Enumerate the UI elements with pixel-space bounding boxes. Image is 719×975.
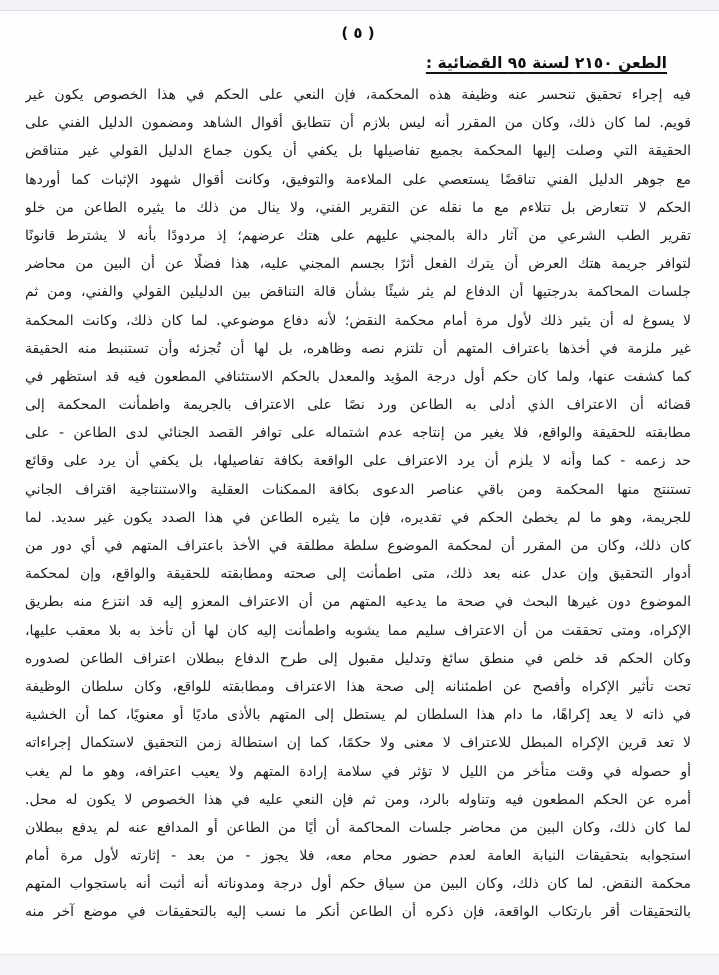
text-line: أدوار التحقيق وإن عدل عنه بعد ذلك، متى اطمأنت إلى صحته ومطابقته للحقيقة والواقع، وإن لمحكمة (25, 566, 691, 583)
page-number: ( ٥ ) (341, 24, 375, 42)
text-line: الموضوع دون غيرها البحث في صحة ما يدعيه المتهم من أن الاعتراف المعزو إليه قد انتزع منه بطريق (25, 594, 691, 611)
text-line: بالتحقيقات أقر بارتكاب الواقعة، فإن ذكره أن الطاعن أنكر ما نسب إليه بالتحقيقات في موضع آخر منه (25, 904, 691, 921)
text-line: مطابقته للحقيقة والواقع، فلا يغير من إنتاجه عدم اشتماله على توافر القصد الجنائي لدى الطاعن - على (25, 425, 691, 442)
judgment-body-text (25, 81, 691, 927)
text-line: قضائه أن الاعتراف الذي أدلى به الطاعن ورد نصًا على الاعتراف بالجريمة واطمأنت المحكمة إلى (25, 397, 691, 414)
text-line: محكمة النقض. لما كان ذلك، وكان البين من سياق حكم أول درجة ومدوناته أنه أثبت أنه باستجواب المتهم (25, 876, 691, 893)
text-line: مع جوهر الدليل الفني تناقضًا يستعصي على الملاءمة والتوفيق، وكانت أقوال شهود الإثبات كما أوردها (25, 171, 691, 188)
text-line: في ذاته لا يعد إكراهًا، ما دام هذا السلطان لم يستطل إلى المتهم بالأذى ماديًا أو معنويًا، كما أن الخشية (25, 707, 691, 724)
text-line: وكان الحكم قد خلص في منطق سائغ وتدليل مقبول إلى طرح الدفاع ببطلان اعتراف الطاعن لصدوره (25, 650, 691, 667)
text-line: جلسات المحاكمة بدرجتيها أن الدفاع لم يثر شيئًا بشأن قالة التناقض بين الدليلين القولي والفني، ومن ثم (25, 284, 691, 301)
text-line: الإكراه، ومتى تحققت من أن الاعتراف سليم مما يشوبه واطمأنت إليه كان لها أن تأخذ به بلا معقب عليها، (25, 622, 691, 639)
document-page (0, 11, 719, 954)
page-top-edge (0, 0, 719, 11)
text-line: تحت تأثير الإكراه وأفصح عن اطمئنانه إلى صحة هذا الاعتراف ومطابقته للواقع، وكان سلطان الوظيفة (25, 678, 691, 695)
text-line: كما كشفت عنها، ولما كان حكم أول درجة المؤيد والمعدل بالحكم الاستئنافي المطعون فيه قد استظهر في (25, 368, 691, 385)
text-line: لا تعد قرين الإكراه المبطل للاعتراف لا معنى ولا حكمًا، كما إن استطالة زمن التحقيق لاستكمال إجراءاته (25, 735, 691, 752)
case-title: الطعن ٢١٥٠ لسنة ٩٥ القضائية : (425, 54, 667, 72)
text-line: الحقيقة التي وصلت إليها المحكمة بجميع تفاصيلها بل يكفي أن يكون جماع الدليل القولي غير متناقض (25, 143, 691, 160)
text-line: كان ذلك، وكان من المقرر أن لمحكمة الموضوع سلطة مطلقة في الأخذ باعتراف المتهم في أي دور من (25, 538, 691, 554)
text-line: أمره عن الحكم المطعون فيه وتناوله بالرد، ومن ثم فإن النعي عليه في هذا الخصوص لا يكون له محل. (25, 791, 691, 808)
text-line: لتوافر جريمة هتك العرض أن يترك الفعل أثرًا بجسم المجني عليه، هذا فضلًا عن أن البين من محاضر (25, 256, 691, 273)
text-line: قويم. لما كان ذلك، وكان من المقرر أنه ليس بلازم أن تتطابق أقوال الشاهد ومضمون الدليل الفني على (25, 115, 691, 132)
text-line: لا يسوغ له أن يثير ذلك لأول مرة أمام محكمة النقض؛ لأنه دفاع موضوعي. لما كان ذلك، وكانت المحكمة (25, 312, 691, 329)
page-bottom-edge (0, 954, 719, 975)
text-line: الحكم لا تتعارض بل تتلاءم مع ما نقله عن التقرير الفني، ولا ينال من ذلك ما يثيره الطاعن من خلو (25, 199, 691, 216)
text-line: فيه إجراء تحقيق تنحسر عنه وظيفة هذه المحكمة، فإن النعي على الحكم في هذا الخصوص يكون غير (25, 87, 691, 103)
text-line: للجريمة، وهو ما لم يخطئ الحكم في تقديره، فإن ما يثيره الطاعن في هذا الصدد يكون غير سديد. لما (25, 509, 691, 526)
text-line: تقرير الطب الشرعي من آثار دالة بالمجني عليهم على هتك عرضهم؛ إذ مردودًا بأنه لا يشترط قانونًا (25, 227, 691, 244)
text-line: تستنتج منها المحكمة ومن باقي عناصر الدعوى بكافة الممكنات العقلية والاستنتاجية اقتراف الجاني (25, 481, 691, 498)
text-line: حد زعمه - كما وأنه لا يلزم أن يرد الاعتراف على الواقعة بكافة تفاصيلها، بل يكفي أن يرد على وقائع (25, 453, 691, 470)
text-line: لما كان ذلك، وكان البين من محاضر جلسات المحاكمة أن أيًا من الطاعن أو المدافع عنه لم يدفع ببطلان (25, 819, 691, 836)
text-line: غير ملزمة في أخذها باعتراف المتهم أن تلتزم نصه وظاهره، بل لها أن تُجزئه وأن تستنبط منه الحقيقة (25, 340, 691, 357)
text-line: أو حصوله في وقت متأخر من الليل لا تؤثر في سلامة إرادة المتهم ولا يعيب اعترافه، وهو ما لم يغب (25, 763, 691, 780)
text-line: استجوابه بتحقيقات النيابة العامة لعدم حضور محام معه، فلا يجوز - من بعد - إثارته لأول مرة أمام (25, 848, 691, 865)
